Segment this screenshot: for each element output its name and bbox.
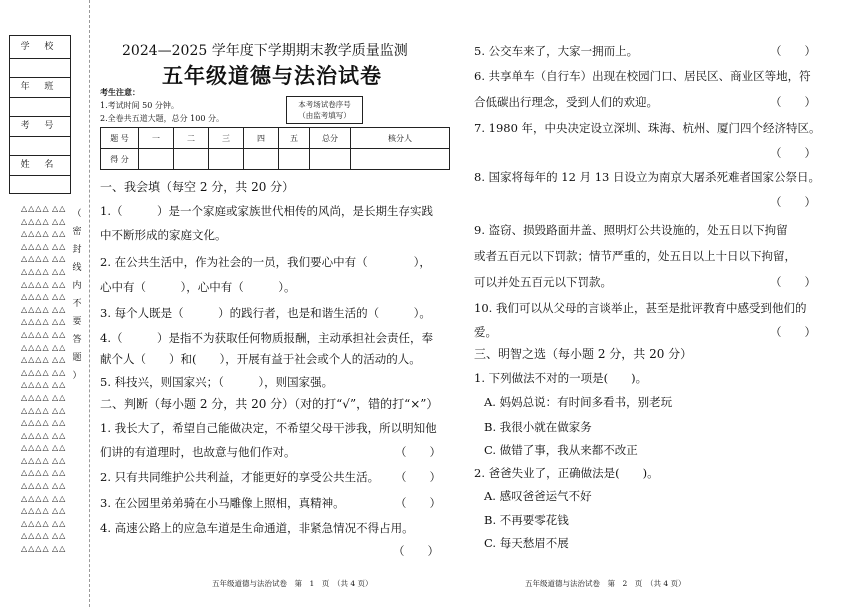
exam-title: 五年级道德与法治试卷 <box>162 63 382 88</box>
fill-q3: 3. 每个人既是（ ）的践行者，也是和谐生活的（ ）。 <box>100 306 431 320</box>
seat-box-line2: （由监考填写） <box>298 111 351 120</box>
triangle-row: △△△△ <box>21 380 50 390</box>
triangle-row: △△△△ <box>21 355 50 365</box>
triangle-row: △△△△ <box>21 405 50 415</box>
name-field[interactable] <box>10 175 70 193</box>
exam-number-field[interactable] <box>10 136 70 156</box>
judge-q1-line1: 1. 我长大了，希望自己能做决定，不希望父母干涉我，所以明知他 <box>100 421 437 435</box>
score-cell[interactable] <box>174 149 209 170</box>
judge-q9-line3: 可以并处五百元以下罚款。 <box>474 275 612 289</box>
triangle-row: △△ <box>52 531 67 541</box>
school-label: 学 校 <box>10 36 70 59</box>
seal-char: ） <box>72 371 82 381</box>
triangle-row: △△△△ <box>21 468 50 478</box>
triangle-row: △△△△ <box>21 481 50 491</box>
judge-q4: 4. 高速公路上的应急车道是生命通道，非紧急情况不得占用。 <box>100 521 414 535</box>
triangle-row: △△△△ <box>21 367 50 377</box>
seal-char: 内 <box>72 281 82 291</box>
triangle-row: △△△△ <box>21 279 50 289</box>
triangle-row: △△ <box>52 418 67 428</box>
choice-q2: 2. 爸爸失业了，正确做法是( )。 <box>474 466 659 480</box>
choice-q2-option-a[interactable]: A. 感叹爸爸运气不好 <box>484 489 592 503</box>
triangle-row: △△△△ <box>21 292 50 302</box>
triangle-row: △△ <box>52 405 67 415</box>
seat-number-box[interactable] <box>286 96 363 124</box>
section-2-title: 二、判断（每小题 2 分，共 20 分）（对的打“√”，错的打“×”） <box>100 397 439 411</box>
score-cell[interactable] <box>310 149 351 170</box>
binding-line <box>89 0 90 607</box>
note-1: 1.考试时间 50 分钟。 <box>100 101 179 110</box>
fill-q1-line2: 中不断形成的家庭文化。 <box>100 228 227 242</box>
triangle-row: △△ <box>52 317 67 327</box>
judge-q2: 2. 只有共同维护公共利益，才能更好的享受公共生活。 <box>100 470 380 484</box>
choice-q1-option-b[interactable]: B. 我很小就在做家务 <box>484 420 592 434</box>
name-label: 姓 名 <box>10 155 70 176</box>
seal-char: （ <box>72 209 82 219</box>
score-cell[interactable] <box>244 149 279 170</box>
score-header-cell: 题 号 <box>101 128 139 149</box>
triangle-row: △△ <box>52 355 67 365</box>
triangle-row: △△△△ <box>21 544 50 554</box>
answer-paren[interactable]: （ ） <box>395 470 441 484</box>
triangle-row: △△ <box>52 468 67 478</box>
answer-paren[interactable]: （ ） <box>770 325 816 339</box>
score-cell[interactable] <box>351 149 450 170</box>
seal-char: 答 <box>72 335 82 345</box>
school-field[interactable] <box>10 58 70 78</box>
seat-box-line1: 本考场试卷序号 <box>298 100 351 109</box>
student-info-table <box>9 35 71 194</box>
triangle-row: △△ <box>52 216 67 226</box>
fill-q2-line2: 心中有（ ），心中有（ ）。 <box>100 280 296 294</box>
score-header-cell: 核分人 <box>351 128 450 149</box>
triangle-row: △△ <box>52 481 67 491</box>
triangle-border-left <box>21 203 50 556</box>
seal-char: 要 <box>72 317 82 327</box>
triangle-row: △△ <box>52 367 67 377</box>
triangle-row: △△ <box>52 544 67 554</box>
fill-q2-line1: 2. 在公共生活中，作为社会的一员，我们要心中有（ ）， <box>100 255 431 269</box>
judge-q6-line2: 合低碳出行理念，受到人们的欢迎。 <box>474 95 658 109</box>
triangle-row: △△ <box>52 254 67 264</box>
score-cell[interactable] <box>279 149 310 170</box>
triangle-row: △△ <box>52 304 67 314</box>
choice-q2-option-c[interactable]: C. 每天愁眉不展 <box>484 536 569 550</box>
triangle-row: △△ <box>52 279 67 289</box>
triangle-row: △△△△ <box>21 443 50 453</box>
score-row-label: 得 分 <box>101 149 139 170</box>
judge-q6-line1: 6. 共享单车（自行车）出现在校园门口、居民区、商业区等地，符 <box>474 69 811 83</box>
page-footer-left: 五年级道德与法治试卷 第 1 页 （共 4 页） <box>212 579 373 588</box>
exam-subtitle: 2024—2025 学年度下学期期末教学质量监测 <box>122 43 408 59</box>
answer-paren[interactable]: （ ） <box>770 44 816 58</box>
answer-paren[interactable]: （ ） <box>770 195 816 209</box>
judge-q5: 5. 公交车来了，大家一拥而上。 <box>474 44 639 58</box>
triangle-row: △△△△ <box>21 493 50 503</box>
score-cell[interactable] <box>209 149 244 170</box>
score-cell[interactable] <box>139 149 174 170</box>
answer-paren[interactable]: （ ） <box>393 544 439 558</box>
triangle-row: △△ <box>52 518 67 528</box>
triangle-row: △△ <box>52 342 67 352</box>
section-3-title: 三、明智之选（每小题 2 分，共 20 分） <box>474 347 693 361</box>
triangle-row: △△△△ <box>21 254 50 264</box>
score-header-cell: 四 <box>244 128 279 149</box>
answer-paren[interactable]: （ ） <box>770 95 816 109</box>
triangle-row: △△△△ <box>21 455 50 465</box>
answer-paren[interactable]: （ ） <box>395 445 441 459</box>
triangle-row: △△ <box>52 506 67 516</box>
judge-q10-line1: 10. 我们可以从父母的言谈举止，甚至是批评教育中感受到他们的 <box>474 301 807 315</box>
score-header-cell: 五 <box>279 128 310 149</box>
triangle-row: △△△△ <box>21 392 50 402</box>
triangle-row: △△ <box>52 329 67 339</box>
triangle-row: △△△△ <box>21 266 50 276</box>
triangle-row: △△ <box>52 430 67 440</box>
triangle-row: △△ <box>52 229 67 239</box>
judge-q10-line2: 爱。 <box>474 325 497 339</box>
triangle-row: △△△△ <box>21 531 50 541</box>
triangle-row: △△ <box>52 241 67 251</box>
seal-char: 密 <box>72 227 82 237</box>
triangle-row: △△△△ <box>21 342 50 352</box>
triangle-row: △△ <box>52 204 67 213</box>
score-header-cell: 三 <box>209 128 244 149</box>
seal-line-notice <box>72 205 82 385</box>
choice-q1-option-a[interactable]: A. 妈妈总说：有时间多看书，别老玩 <box>484 395 673 409</box>
fill-q4-line1: 4.（ ）是指不为获取任何物质报酬，主动承担社会责任，奉 <box>100 331 433 345</box>
triangle-row: △△△△ <box>21 506 50 516</box>
judge-q7: 7. 1980 年，中央决定设立深圳、珠海、杭州、厦门四个经济特区。 <box>474 121 821 135</box>
score-table-score-row <box>101 149 450 170</box>
judge-q1-line2: 们讲的有道理时，也故意与他们作对。 <box>100 445 296 459</box>
seal-char: 线 <box>72 263 82 273</box>
choice-q1: 1. 下列做法不对的一项是( )。 <box>474 371 648 385</box>
triangle-row: △△ <box>52 392 67 402</box>
note-2: 2.全卷共五道大题，总分 100 分。 <box>100 114 224 123</box>
judge-q9-line2: 或者五百元以下罚款；情节严重的，处五日以上十日以下拘留， <box>474 249 796 263</box>
answer-paren[interactable]: （ ） <box>770 275 816 289</box>
judge-q3: 3. 在公园里弟弟骑在小马雕像上照相，真精神。 <box>100 496 345 510</box>
fill-q4-line2: 献个人（ ）和( ），开展有益于社会或个人的活动的人。 <box>100 352 421 366</box>
triangle-row: △△△△ <box>21 518 50 528</box>
triangle-row: △△△△ <box>21 241 50 251</box>
fill-q1-line1: 1.（ ）是一个家庭或家族世代相传的风尚，是长期生存实践 <box>100 204 433 218</box>
notes-title: 考生注意： <box>100 87 140 97</box>
answer-paren[interactable]: （ ） <box>770 146 816 160</box>
triangle-row: △△ <box>52 380 67 390</box>
judge-q8: 8. 国家将每年的 12 月 13 日设立为南京大屠杀死难者国家公祭日。 <box>474 170 821 184</box>
triangle-row: △△△△ <box>21 430 50 440</box>
seal-char: 题 <box>72 353 82 363</box>
triangle-row: △△△△ <box>21 317 50 327</box>
answer-paren[interactable]: （ ） <box>395 496 441 510</box>
page-footer-right: 五年级道德与法治试卷 第 2 页 （共 4 页） <box>525 579 686 588</box>
choice-q1-option-c[interactable]: C. 做错了事，我从来都不改正 <box>484 443 638 457</box>
triangle-row: △△△△ <box>21 329 50 339</box>
exam-number-label: 考 号 <box>10 116 70 137</box>
triangle-row: △△△△ <box>21 204 50 213</box>
triangle-row: △△ <box>52 455 67 465</box>
score-header-cell: 二 <box>174 128 209 149</box>
judge-q9-line1: 9. 盗窃、损毁路面井盖、照明灯公共设施的，处五日以下拘留 <box>474 223 788 237</box>
triangle-row: △△ <box>52 292 67 302</box>
score-header-cell: 一 <box>139 128 174 149</box>
score-header-cell: 总分 <box>310 128 351 149</box>
seal-char: 不 <box>72 299 82 309</box>
seal-char: 封 <box>72 245 82 255</box>
triangle-border-right <box>52 203 70 556</box>
choice-q2-option-b[interactable]: B. 不再要零花钱 <box>484 513 569 527</box>
triangle-row: △△△△ <box>21 418 50 428</box>
fill-q5: 5. 科技兴，则国家兴；（ ），则国家强。 <box>100 375 334 389</box>
triangle-row: △△△△ <box>21 216 50 226</box>
score-table-header-row <box>101 128 450 149</box>
triangle-row: △△ <box>52 493 67 503</box>
triangle-row: △△ <box>52 266 67 276</box>
section-1-title: 一、我会填（每空 2 分，共 20 分） <box>100 180 295 194</box>
class-label: 年 班 <box>10 77 70 98</box>
class-field[interactable] <box>10 97 70 117</box>
triangle-row: △△△△ <box>21 229 50 239</box>
triangle-row: △△ <box>52 443 67 453</box>
triangle-row: △△△△ <box>21 304 50 314</box>
score-table <box>100 127 450 170</box>
